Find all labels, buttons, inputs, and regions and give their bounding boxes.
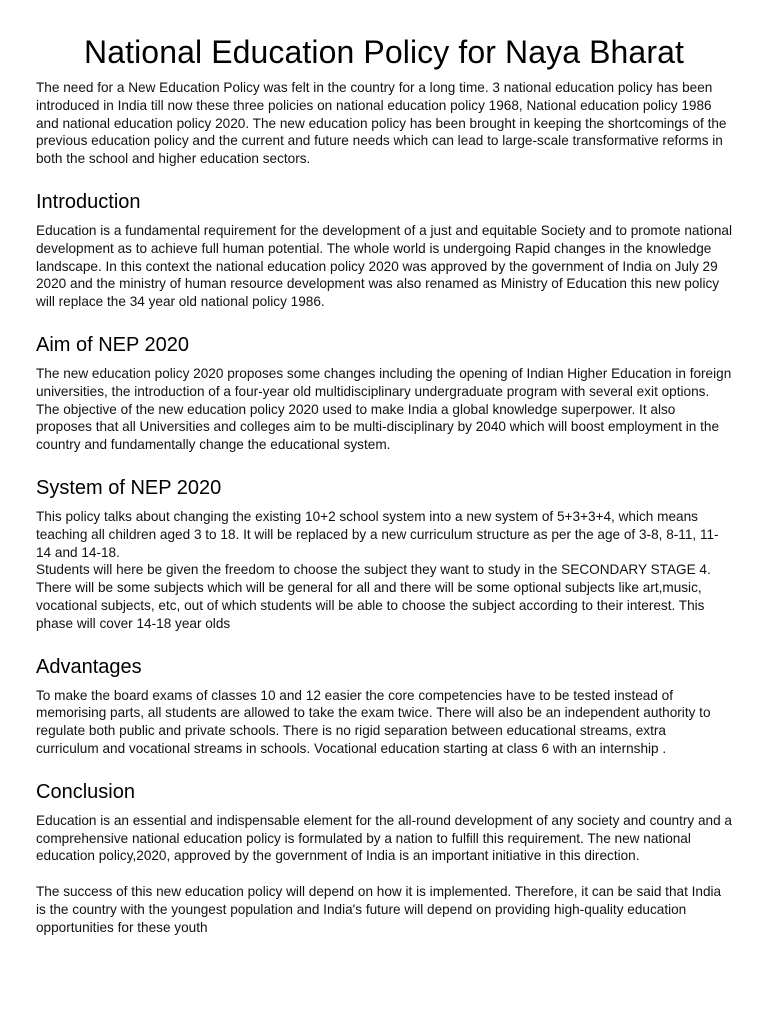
section-heading-advantages: Advantages	[36, 655, 142, 678]
section-paragraph: Education is an essential and indispensable element for the all-round development of any society and country and a comprehensive national education policy is formulated by a nation to fulfill this requirement. The new national education policy,2020, approved by the government of India is an important initiative in this direction.	[36, 812, 732, 864]
document-title: National Education Policy for Naya Bharat	[84, 34, 684, 70]
section-paragraph: The new education policy 2020 proposes some changes including the opening of Indian Higher Education in foreign universities, the introduction of a four-year old multidisciplinary undergraduate program with several exit options. The objective of the new education policy 2020 used to make India a global knowledge superpower. It also proposes that all Universities and colleges aim to be multi-disciplinary by 2040 which will boost employment in the country and fundamentally change the educational system.	[36, 365, 732, 453]
section-conclusion	[36, 780, 732, 937]
section-paragraph: To make the board exams of classes 10 and 12 easier the core competencies have to be tested instead of memorising parts, all students are allowed to take the exam twice. There will also be an independent authority to regulate both public and private schools. There is no rigid separation between educational streams, extra curriculum and vocational streams in schools. Vocational education starting at class 6 with an internship .	[36, 687, 711, 756]
section-heading-aim: Aim of NEP 2020	[36, 333, 190, 356]
section-paragraph: The success of this new education policy will depend on how it is implemented. Therefore, it can be said that India is the country with the youngest population and India's future will depend on providing high-quality education opportunities for these youth	[36, 883, 722, 935]
section-aim-of-nep	[36, 333, 732, 454]
section-introduction	[36, 190, 732, 311]
section-heading-system: System of NEP 2020	[36, 476, 222, 499]
paragraph-spacer	[36, 865, 732, 883]
section-paragraph: Education is a fundamental requirement for the development of a just and equitable Society and to promote national development as to achieve full human potential. The whole world is undergoing Rapid changes in the knowledge landscape. In this context the national education policy 2020 was approved by the government of India on July 29 2020 and the ministry of human resource development was also renamed as Ministry of Education this new policy will replace the 34 year old national policy 1986.	[36, 222, 732, 310]
section-system-of-nep	[36, 476, 732, 633]
intro-paragraph: The need for a New Education Policy was felt in the country for a long time. 3 national education policy has been introduced in India till now these three policies on national education policy 1968, National education policy 1986 and national education policy 2020. The new education policy has been brought in keeping the shortcomings of the previous education policy and the current and future needs which can lead to large-scale transformative reforms in both the school and higher education sectors.	[36, 80, 727, 167]
section-paragraph: Students will here be given the freedom to choose the subject they want to study in the SECONDARY STAGE 4. There will be some subjects which will be general for all and there will be some optional subjects like art,music, vocational subjects, etc, out of which students will be able to choose the subject according to their interest. This phase will cover 14-18 year olds	[36, 562, 711, 631]
section-paragraph: This policy talks about changing the existing 10+2 school system into a new system of 5+3+3+4, which means teaching all children aged 3 to 18. It will be replaced by a new curriculum structure as per the age of 3-8, 8-11, 11-14 and 14-18.	[36, 508, 719, 560]
section-advantages	[36, 655, 732, 758]
section-heading-introduction: Introduction	[36, 190, 141, 213]
section-heading-conclusion: Conclusion	[36, 780, 135, 803]
